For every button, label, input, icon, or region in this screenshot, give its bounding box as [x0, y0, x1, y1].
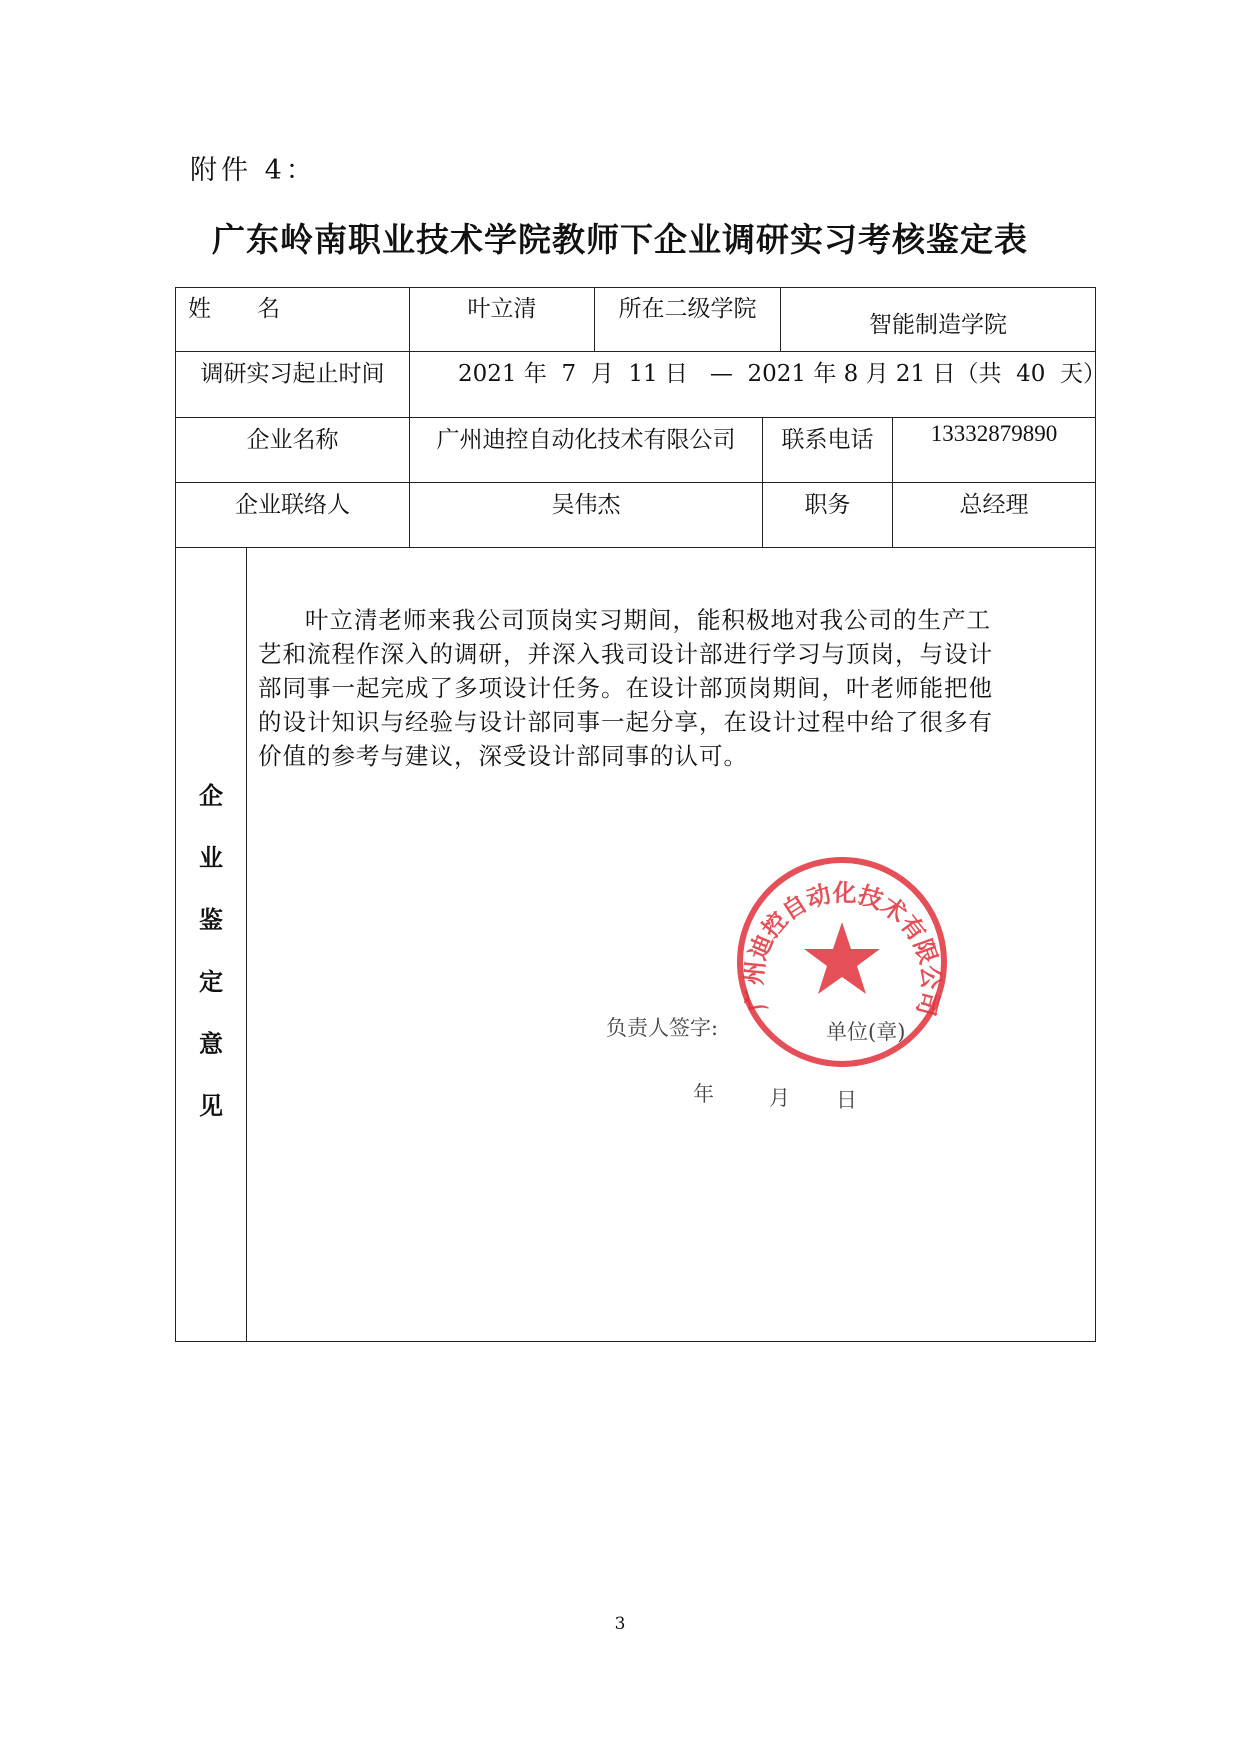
- contact-label: 企业联络人: [235, 492, 350, 518]
- opinion-label-char: 业: [199, 844, 223, 872]
- page-number: 3: [614, 1614, 626, 1634]
- position-value: 总经理: [959, 492, 1029, 518]
- name-value: 叶立清: [467, 296, 537, 322]
- college-value: 智能制造学院: [869, 312, 1007, 338]
- period-value: 2021 年 7 月 11 日 — 2021 年 8 月 21 日（共 40 天）: [458, 361, 1106, 387]
- company-label: 企业名称: [246, 427, 339, 453]
- phone-label: 联系电话: [781, 427, 874, 453]
- company-value: 广州迪控自动化技术有限公司: [436, 427, 736, 453]
- opinion-label-char: 定: [199, 968, 223, 996]
- college-label: 所在二级学院: [618, 296, 757, 322]
- opinion-label-char: 鉴: [199, 906, 223, 934]
- signature-label: 负责人签字:: [606, 1016, 719, 1040]
- period-label: 调研实习起止时间: [200, 361, 385, 387]
- name-label: 姓 名: [188, 296, 280, 322]
- phone-value: 13332879890: [930, 421, 1058, 446]
- date-year: 年: [693, 1082, 714, 1106]
- opinion-text: 叶立清老师来我公司顶岗实习期间，能积极地对我公司的生产工艺和流程作深入的调研，并深入我司设计部进行学习与顶岗，与设计部同事一起完成了多项设计任务。在设计部顶岗期间，叶老师能把他的设计知识与经验与设计部同事一起分享，在设计过程中给了很多有价值的参考与建议，深受设计部同事的认可。: [258, 606, 993, 770]
- attachment-label: 附件 4：: [190, 155, 317, 186]
- company-seal-stamp: [730, 850, 955, 1075]
- date-month: 月: [769, 1086, 790, 1110]
- opinion-label-char: 见: [199, 1092, 223, 1120]
- unit-seal-label: 单位(章): [826, 1020, 906, 1044]
- page-title: 广东岭南职业技术学院教师下企业调研实习考核鉴定表: [212, 220, 1028, 259]
- position-label: 职务: [804, 492, 851, 518]
- seal-text: 广州迪控自动化技术有限公司: [739, 878, 945, 1019]
- date-day: 日: [836, 1088, 857, 1112]
- opinion-label-char: 企: [199, 782, 223, 810]
- contact-value: 吴伟杰: [551, 492, 621, 518]
- opinion-label-char: 意: [199, 1030, 223, 1058]
- seal-star-icon: [804, 922, 880, 994]
